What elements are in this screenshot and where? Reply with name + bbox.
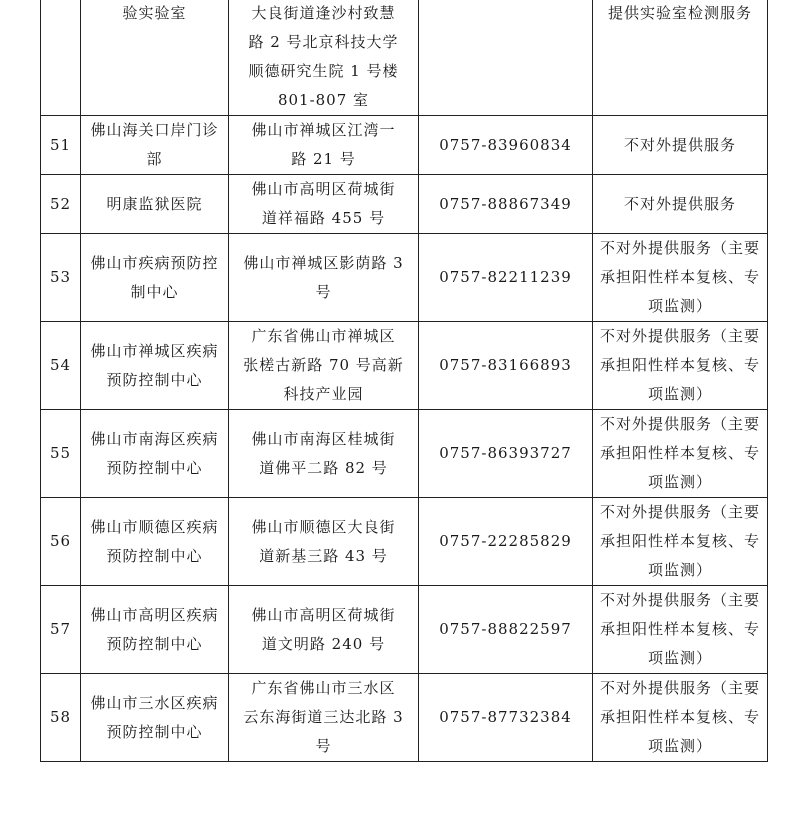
cell-phone: [419, 0, 593, 116]
cell-service: 不对外提供服务: [593, 116, 768, 175]
table-body: [41, 0, 768, 762]
cell-address: [229, 322, 419, 410]
address-line: 道佛平二路 82 号: [259, 458, 388, 477]
cell-number: 57: [41, 586, 81, 674]
address-line: 号: [315, 282, 332, 301]
address-line: 佛山市高明区荷城街: [251, 180, 396, 198]
cell-number: 51: [41, 116, 81, 175]
cell-service: 不对外提供服务（主要承担阳性样本复核、专项监测）: [593, 498, 768, 586]
table-row: [41, 322, 768, 410]
address-line: 路 21 号: [291, 150, 356, 168]
cell-institution-name: 佛山市顺德区疾病预防控制中心: [81, 498, 229, 586]
address-line: 广东省佛山市三水区: [251, 679, 396, 697]
cell-phone: 0757-88822597: [419, 586, 593, 674]
cell-institution-name: 佛山海关口岸门诊部: [81, 116, 229, 175]
cell-address: [229, 175, 419, 234]
cell-address: [229, 116, 419, 175]
cell-phone: 0757-83960834: [419, 116, 593, 175]
address-line: 佛山市高明区荷城街: [251, 605, 396, 624]
table-row: [41, 0, 768, 116]
address-line: 道祥福路 455 号: [261, 209, 386, 227]
cell-phone: 0757-82211239: [419, 234, 593, 322]
address-line: 云东海街道三达北路 3: [243, 708, 404, 726]
cell-service: 不对外提供服务（主要承担阳性样本复核、专项监测）: [593, 234, 768, 322]
cell-address: [229, 234, 419, 322]
table-row: [41, 674, 768, 762]
cell-institution-name: 验实验室: [81, 0, 229, 116]
cell-address: [229, 674, 419, 762]
cell-service: 不对外提供服务（主要承担阳性样本复核、专项监测）: [593, 586, 768, 674]
cell-address: [229, 586, 419, 674]
address-line: 科技产业园: [283, 385, 364, 403]
cell-institution-name: 佛山市禅城区疾病预防控制中心: [81, 322, 229, 410]
table-row: [41, 410, 768, 498]
address-line: 佛山市顺德区大良街: [251, 517, 396, 536]
address-line: 张槎古新路 70 号高新: [243, 356, 404, 374]
cell-number: 58: [41, 674, 81, 762]
address-line: 广东省佛山市禅城区: [251, 327, 396, 345]
testing-lab-table: [40, 0, 768, 762]
cell-number: 55: [41, 410, 81, 498]
cell-address: [229, 410, 419, 498]
cell-phone: 0757-22285829: [419, 498, 593, 586]
cell-phone: 0757-86393727: [419, 410, 593, 498]
cell-service: 提供实验室检测服务: [593, 0, 768, 116]
address-line: 顺德研究生院 1 号楼: [248, 62, 399, 80]
address-line: 佛山市禅城区江湾一: [251, 121, 396, 139]
cell-address: [229, 498, 419, 586]
address-line: 佛山市禅城区影荫路 3: [243, 253, 404, 272]
cell-service: 不对外提供服务（主要承担阳性样本复核、专项监测）: [593, 322, 768, 410]
cell-service: 不对外提供服务（主要承担阳性样本复核、专项监测）: [593, 410, 768, 498]
cell-institution-name: 佛山市三水区疾病预防控制中心: [81, 674, 229, 762]
address-line: 路 2 号北京科技大学: [248, 33, 399, 51]
cell-institution-name: 佛山市南海区疾病预防控制中心: [81, 410, 229, 498]
table-row: [41, 498, 768, 586]
cell-service: 不对外提供服务: [593, 175, 768, 234]
address-line: 佛山市南海区桂城街: [251, 429, 396, 448]
address-line: 道文明路 240 号: [261, 634, 386, 653]
table-row: [41, 586, 768, 674]
address-line: 大良街道逢沙村致慧: [251, 4, 396, 22]
cell-service: 不对外提供服务（主要承担阳性样本复核、专项监测）: [593, 674, 768, 762]
table-row: [41, 116, 768, 175]
table-row: [41, 234, 768, 322]
cell-number: 56: [41, 498, 81, 586]
cell-phone: 0757-87732384: [419, 674, 593, 762]
table-row: [41, 175, 768, 234]
cell-number: [41, 0, 81, 116]
cell-institution-name: 佛山市高明区疾病预防控制中心: [81, 586, 229, 674]
address-line: 道新基三路 43 号: [259, 546, 388, 565]
cell-institution-name: 明康监狱医院: [81, 175, 229, 234]
cell-number: 54: [41, 322, 81, 410]
address-line: 801-807 室: [277, 91, 370, 109]
cell-institution-name: 佛山市疾病预防控制中心: [81, 234, 229, 322]
cell-number: 52: [41, 175, 81, 234]
address-line: 号: [315, 737, 332, 755]
cell-phone: 0757-88867349: [419, 175, 593, 234]
cell-number: 53: [41, 234, 81, 322]
cell-phone: 0757-83166893: [419, 322, 593, 410]
cell-address: [229, 0, 419, 116]
